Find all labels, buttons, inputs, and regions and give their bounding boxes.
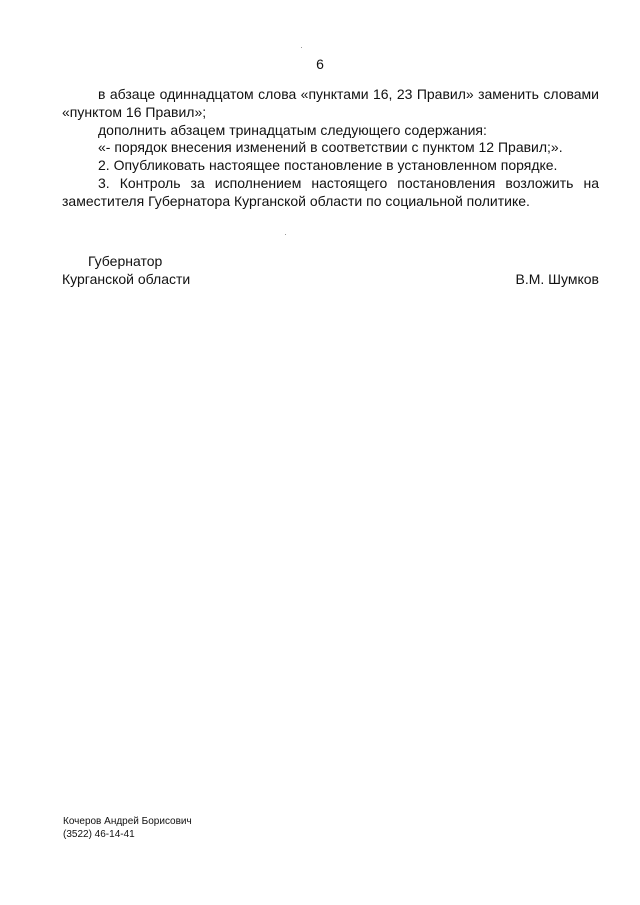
paragraph-new-abzac-text: «- порядок внесения изменений в соответствии с пунктом 12 Правил;». [98, 139, 563, 156]
signature-block [62, 253, 599, 289]
executor-name: Кочеров Андрей Борисович [63, 816, 192, 827]
executor-phone: (3522) 46-14-41 [63, 829, 135, 840]
page-number: 6 [316, 56, 324, 72]
signatory-name: В.М. Шумков [515, 270, 599, 287]
paragraph-control: 3. Контроль за исполнением настоящего постановления возложить на заместителя Губернатора Курганской области по социальной политике. [62, 174, 599, 209]
signature-row [62, 271, 599, 289]
scan-speck [301, 47, 302, 48]
signatory-title-line1: Губернатор [88, 253, 163, 269]
executor-footer [63, 815, 192, 841]
paragraph-publish: 2. Опубликовать настоящее постановление в установленном порядке. [98, 157, 558, 174]
paragraph-add-abzac-13: дополнить абзацем тринадцатым следующего содержания: [98, 121, 487, 138]
signatory-title-line2: Курганской области [62, 270, 191, 287]
paragraph-amend-abzac-11: в абзаце одиннадцатом слова «пунктами 16, 23 Правил» заменить словами «пунктом 16 Правил»; [62, 86, 599, 120]
document-body [62, 86, 599, 211]
scan-speck [285, 234, 286, 235]
